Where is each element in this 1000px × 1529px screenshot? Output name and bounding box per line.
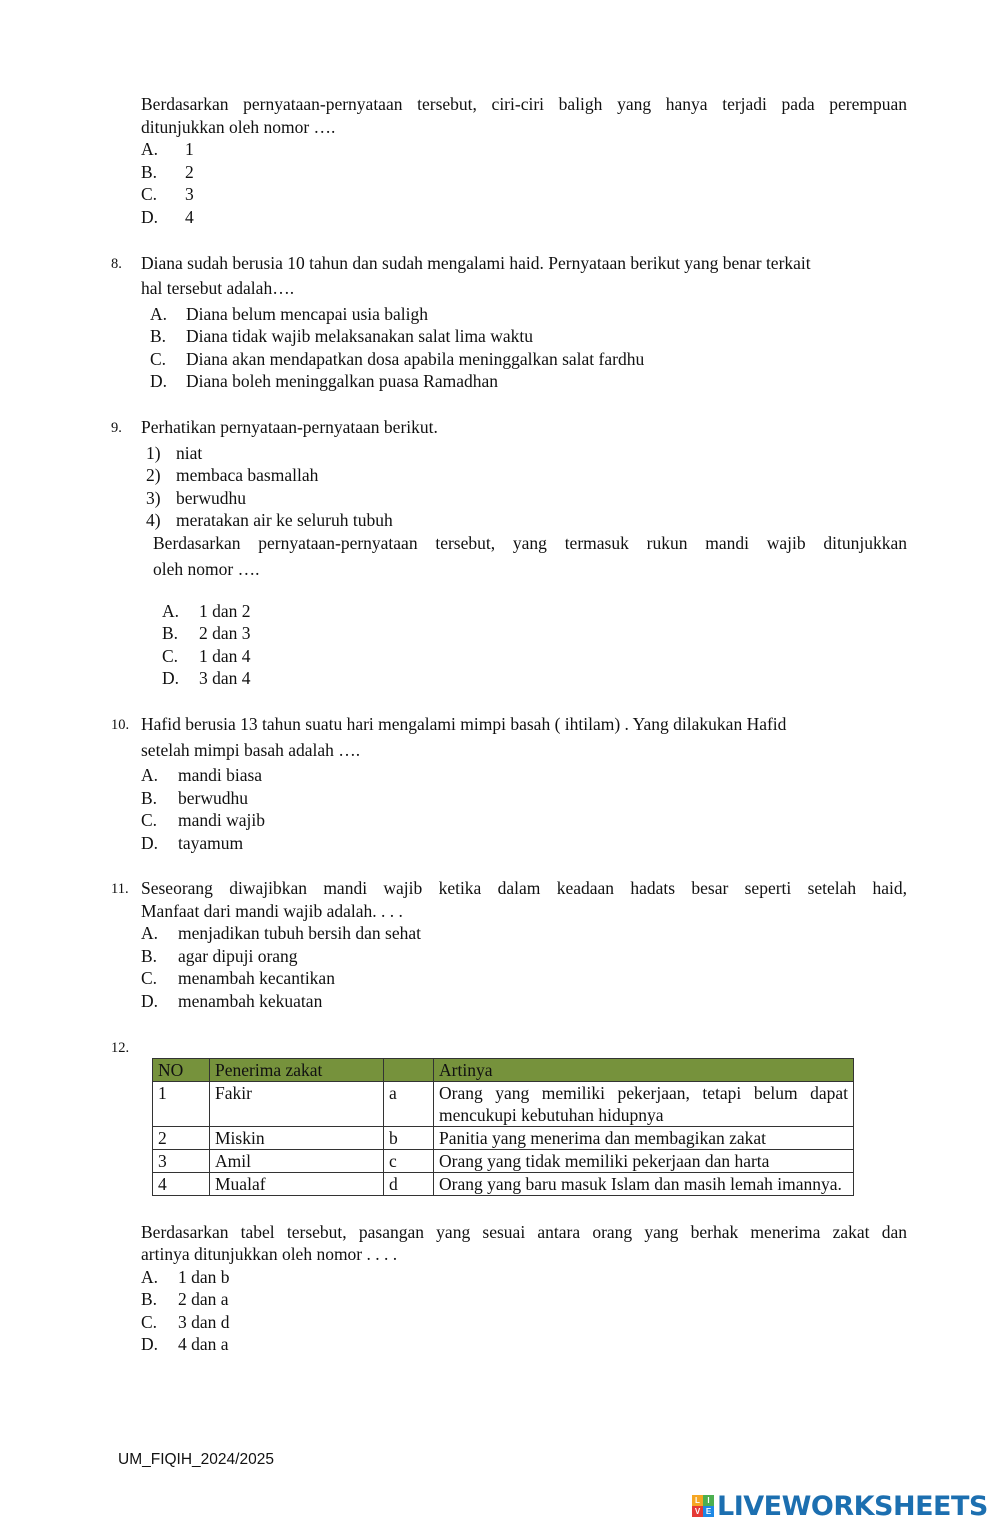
q7-option-b[interactable]: B. 2 xyxy=(141,162,194,182)
q7-option-d[interactable]: D. 4 xyxy=(141,207,194,227)
q8-option-a[interactable]: A. Diana belum mencapai usia baligh xyxy=(150,304,429,324)
header-artinya: Artinya xyxy=(434,1059,854,1082)
cell-artinya: Orang yang tidak memiliki pekerjaan dan harta xyxy=(434,1150,854,1173)
table-row xyxy=(153,1173,854,1196)
q11-option-c[interactable]: C. menambah kecantikan xyxy=(141,968,335,988)
q12-question-line2: artinya ditunjukkan oleh nomor . . . . xyxy=(141,1244,398,1264)
q12-option-d[interactable]: D. 4 dan a xyxy=(141,1334,229,1354)
q9-question-line2: oleh nomor …. xyxy=(153,559,260,579)
q10-number: 10. xyxy=(111,717,130,733)
q10-option-b[interactable]: B. berwudhu xyxy=(141,788,248,808)
cell-penerima: Mualaf xyxy=(210,1173,384,1196)
cell-no: 4 xyxy=(153,1173,210,1196)
cell-key: a xyxy=(384,1082,434,1127)
q10-option-a[interactable]: A. mandi biasa xyxy=(141,765,263,785)
header-no: NO xyxy=(153,1059,210,1082)
q11-option-a[interactable]: A. menjadikan tubuh bersih dan sehat xyxy=(141,923,421,943)
liveworksheets-logo[interactable] xyxy=(692,1490,988,1522)
logo-letter-v: V xyxy=(692,1506,703,1517)
cell-no: 2 xyxy=(153,1127,210,1150)
q9-option-a[interactable]: A. 1 dan 2 xyxy=(162,601,251,621)
q7-option-c[interactable]: C. 3 xyxy=(141,184,194,204)
q9-number: 9. xyxy=(111,420,122,436)
q7-stem-line2: ditunjukkan oleh nomor …. xyxy=(141,117,336,137)
cell-penerima: Miskin xyxy=(210,1127,384,1150)
q9-stem: Perhatikan pernyataan-pernyataan berikut. xyxy=(141,417,438,437)
cell-artinya: Orang yang memiliki pekerjaan, tetapi belum dapat mencukupi kebutuhan hidupnya xyxy=(434,1082,854,1127)
q9-statement-3: 3) berwudhu xyxy=(146,488,246,508)
header-penerima: Penerima zakat xyxy=(210,1059,384,1082)
cell-key: d xyxy=(384,1173,434,1196)
cell-artinya: Orang yang baru masuk Islam dan masih lemah imannya. xyxy=(434,1173,854,1196)
q9-statement-1: 1) niat xyxy=(146,443,203,463)
cell-penerima: Amil xyxy=(210,1150,384,1173)
q9-statement-4: 4) meratakan air ke seluruh tubuh xyxy=(146,510,393,530)
q8-stem-line1: Diana sudah berusia 10 tahun dan sudah mengalami haid. Pernyataan berikut yang benar terkait xyxy=(141,253,811,273)
q10-option-c[interactable]: C. mandi wajib xyxy=(141,810,265,830)
q9-option-b[interactable]: B. 2 dan 3 xyxy=(162,623,251,643)
q12-question-line1: Berdasarkan tabel tersebut, pasangan yang sesuai antara orang yang berhak menerima zakat dan xyxy=(141,1222,907,1242)
q7-stem-line1: Berdasarkan pernyataan-pernyataan tersebut, ciri-ciri baligh yang hanya terjadi pada perempuan xyxy=(141,94,907,114)
logo-letter-i: I xyxy=(703,1495,714,1506)
q9-option-d[interactable]: D. 3 dan 4 xyxy=(162,668,251,688)
zakat-table xyxy=(152,1058,854,1196)
logo-letter-e: E xyxy=(703,1506,714,1517)
q11-number: 11. xyxy=(111,881,129,897)
cell-penerima: Fakir xyxy=(210,1082,384,1127)
q11-stem-line2: Manfaat dari mandi wajib adalah. . . . xyxy=(141,901,403,921)
table-row xyxy=(153,1127,854,1150)
q10-stem-line2: setelah mimpi basah adalah …. xyxy=(141,740,361,760)
q12-option-b[interactable]: B. 2 dan a xyxy=(141,1289,229,1309)
q9-question-line1: Berdasarkan pernyataan-pernyataan tersebut, yang termasuk rukun mandi wajib ditunjukkan xyxy=(153,533,907,553)
q9-statement-2: 2) membaca basmallah xyxy=(146,465,319,485)
table-row xyxy=(153,1150,854,1173)
q12-option-a[interactable]: A. 1 dan b xyxy=(141,1267,230,1287)
table-header-row xyxy=(153,1059,854,1082)
q9-option-c[interactable]: C. 1 dan 4 xyxy=(162,646,251,666)
logo-letter-l: L xyxy=(692,1495,703,1506)
q8-number: 8. xyxy=(111,256,122,272)
cell-no: 1 xyxy=(153,1082,210,1127)
header-key xyxy=(384,1059,434,1082)
liveworksheets-icon xyxy=(692,1495,714,1517)
cell-key: c xyxy=(384,1150,434,1173)
cell-no: 3 xyxy=(153,1150,210,1173)
brand-name: LIVEWORKSHEETS xyxy=(717,1490,988,1522)
q8-stem-line2: hal tersebut adalah…. xyxy=(141,278,295,298)
q7-option-a[interactable]: A. 1 xyxy=(141,139,194,159)
q11-stem-line1: Seseorang diwajibkan mandi wajib ketika dalam keadaan hadats besar seperti setelah haid, xyxy=(141,878,907,898)
cell-key: b xyxy=(384,1127,434,1150)
q8-option-d[interactable]: D. Diana boleh meninggalkan puasa Ramadhan xyxy=(150,371,498,391)
table-row xyxy=(153,1082,854,1127)
q10-stem-line1: Hafid berusia 13 tahun suatu hari mengalami mimpi basah ( ihtilam) . Yang dilakukan Hafid xyxy=(141,714,787,734)
q12-option-c[interactable]: C. 3 dan d xyxy=(141,1312,230,1332)
footer-code: UM_FIQIH_2024/2025 xyxy=(118,1451,274,1468)
cell-artinya: Panitia yang menerima dan membagikan zakat xyxy=(434,1127,854,1150)
q11-option-b[interactable]: B. agar dipuji orang xyxy=(141,946,298,966)
q8-option-b[interactable]: B. Diana tidak wajib melaksanakan salat lima waktu xyxy=(150,326,533,346)
q12-number: 12. xyxy=(111,1040,130,1056)
q11-option-d[interactable]: D. menambah kekuatan xyxy=(141,991,323,1011)
q8-option-c[interactable]: C. Diana akan mendapatkan dosa apabila meninggalkan salat fardhu xyxy=(150,349,645,369)
q10-option-d[interactable]: D. tayamum xyxy=(141,833,244,853)
